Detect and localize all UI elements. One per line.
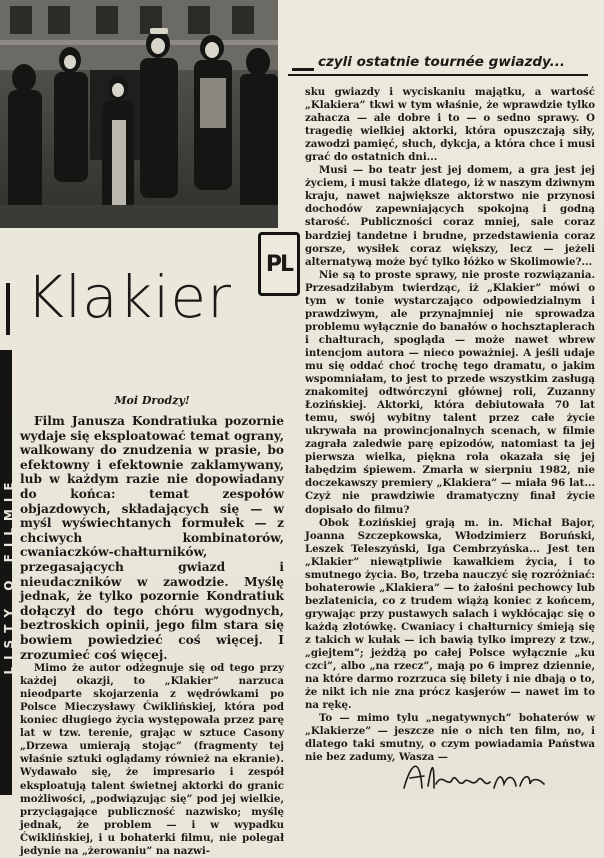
right-paragraph-5: To — mimo tylu „negatywnych” bohaterów w „Klakierze” — jeszcze nie o nich ten film, no, i dlatego taki smutny, o czym powiadamia Państwa nie bez zadumy, Wasza — [305,712,595,764]
subtitle: czyli ostatnie tournée gwiazdy... [318,54,565,70]
film-still-photo [0,0,278,228]
lead-paragraph: Film Janusza Kondratiuka pozornie wydaje się eksploatować temat ograny, walkowany do znudzenia w prasie, bo efektowny i efektownie zaklamywany, lub w każdym razie nie dopowiadany do końca: temat zespołów objazdowych, składających się — w myśl wyświechtanych formułek — z chciwych kombinatorów, cwaniaczków-chałturników, przegasających gwiazd i nieudaczników w zawodzie. Myślę jednak, że tylko pozornie Kondratiuk dołączył do tego chóru wygodnych, beztroskich opinii, jego film stara się bowiem powiedzieć coś więcej. I zrozumieć coś więcej. [20,414,284,662]
handwritten-signature [398,754,548,794]
right-paragraph-4: Obok Łozińskiej grają m. in. Michał Bajor, Joanna Szczepkowska, Włodzimierz Boruński, Leszek Teleszyński, Iga Cembrzyńska... Jest ten „Klakier” niewątpliwie kawałkiem życia, i to smutnego życia. Bo, trzeba nauczyć się rozróżniać: bohaterowie „Klakiera” — to żałośni pechowcy lub bezlatenicia, co z trudem wiążą koniec z końcem, grywając przy pustawych salach i wykłócając się o każdą złotówkę. Cwaniacy i chałturnicy śmieją się z takich w kułak — ich bawią tylko imprezy z tzw., „giejtem”; jeżdżą po całej Polsce wyłącznie „ku czci”, albo „na rzecz”, mają po 6 imprez dziennie, na które darmo rozrzuca się bilety i nie dbają o to, że nikt ich nie zna prócz kasjerów — nawet im to na rękę. [305,516,596,712]
headline-rule [6,283,10,335]
salutation: Moi Drodzy! [114,394,190,407]
left-paragraph-2: Mimo że autor odżegnuje się od tego przy każdej okazji, to „Klakier” narzuca nieodparte skojarzenia z wędrówkami po Polsce Mieczysławy Ćwiklińskiej, która pod koniec długiego życia występowała przez parę lat w tzw. terenie, grając w sztuce Casony „Drzewa umierają stojąc” (fragmenty tej właśnie sztuki oglądamy również na ekranie). Wydawało się, że impresario i zespół eksploatują talent świetnej aktorki do granic możliwości, „podwiązując się” pod jej wielkie, przyciągające publiczność nazwisko; myślę jednak, że problem — i w wypadku Ćwiklińskiej, i u bohaterki filmu, nie polegał jedynie na „żerowaniu” na nazwi- [20,662,284,857]
pl-badge-label: PL [265,251,293,277]
right-paragraph-2: Musi — bo teatr jest jej domem, a gra jest jej życiem, i musi także dlatego, iż w naszym dziwnym kraju, nawet największe aktorstwo nie przynosi dochodów zapewniających spokojną i godną starość. Publiczności coraz mniej, sale coraz bardziej tandetne i brudne, przedstawienia coraz gorsze, wysiłek coraz większy, lecz — jeżeli alternatywą może być tylko łóżko w Skolimowie?... [305,164,595,268]
lead-section [20,414,284,662]
left-rest [20,662,284,858]
rubric-label: LISTY O FILMIE [2,475,16,675]
subtitle-rule [288,74,588,76]
headline: Klakier [26,263,232,331]
left-column [20,414,284,858]
subtitle-rule-short [292,68,314,71]
right-column [305,86,595,764]
right-paragraph-3: Nie są to proste sprawy, nie proste rozwiązania. Przesadziłabym twierdząc, iż „Klakier” mówi o tym w tonie wystarczająco odpowiedzialnym i prawdziwym, ale przynajmniej nie sprowadza problemu wyłącznie do banałów o hochsztaplerach i chałturach, spogląda — może nawet wbrew intencjom autora — nieco poważniej. A jeśli udaje mu się oddać choć trochę tego dramatu, o jakim wspomniałam, to jest to przede wszystkim zasługą znakomitej odtwórczyni głównej roli, Zuzanny Łozińskiej. Aktorki, która debiutowała 70 lat temu, swój wybitny talent przez całe życie ukrywała na prowincjonalnych scenach, w filmie zagrała zaledwie parę epizodów, natomiast ta jej pierwsza wielka, piękna rola okazała się jej łabędzim śpiewem. Zmarła w sierpniu 1982, nie doczekawszy premiery „Klakiera” — miała 96 lat... Czyż nie prawdziwie dramatyczny finał życie dopisało do filmu? [305,268,595,516]
right-paragraph-1: sku gwiazdy i wyciskaniu majątku, a wartość „Klakiera” tkwi w tym właśnie, że wprawdzie tylko zahacza — ale dobre i to — o sedno sprawy. O tragedię wielkiej aktorki, która opuszczają siły, zawodzi pamięć, słuch, dykcja, a która chce i musi grać do ostatnich dni... [305,86,595,164]
